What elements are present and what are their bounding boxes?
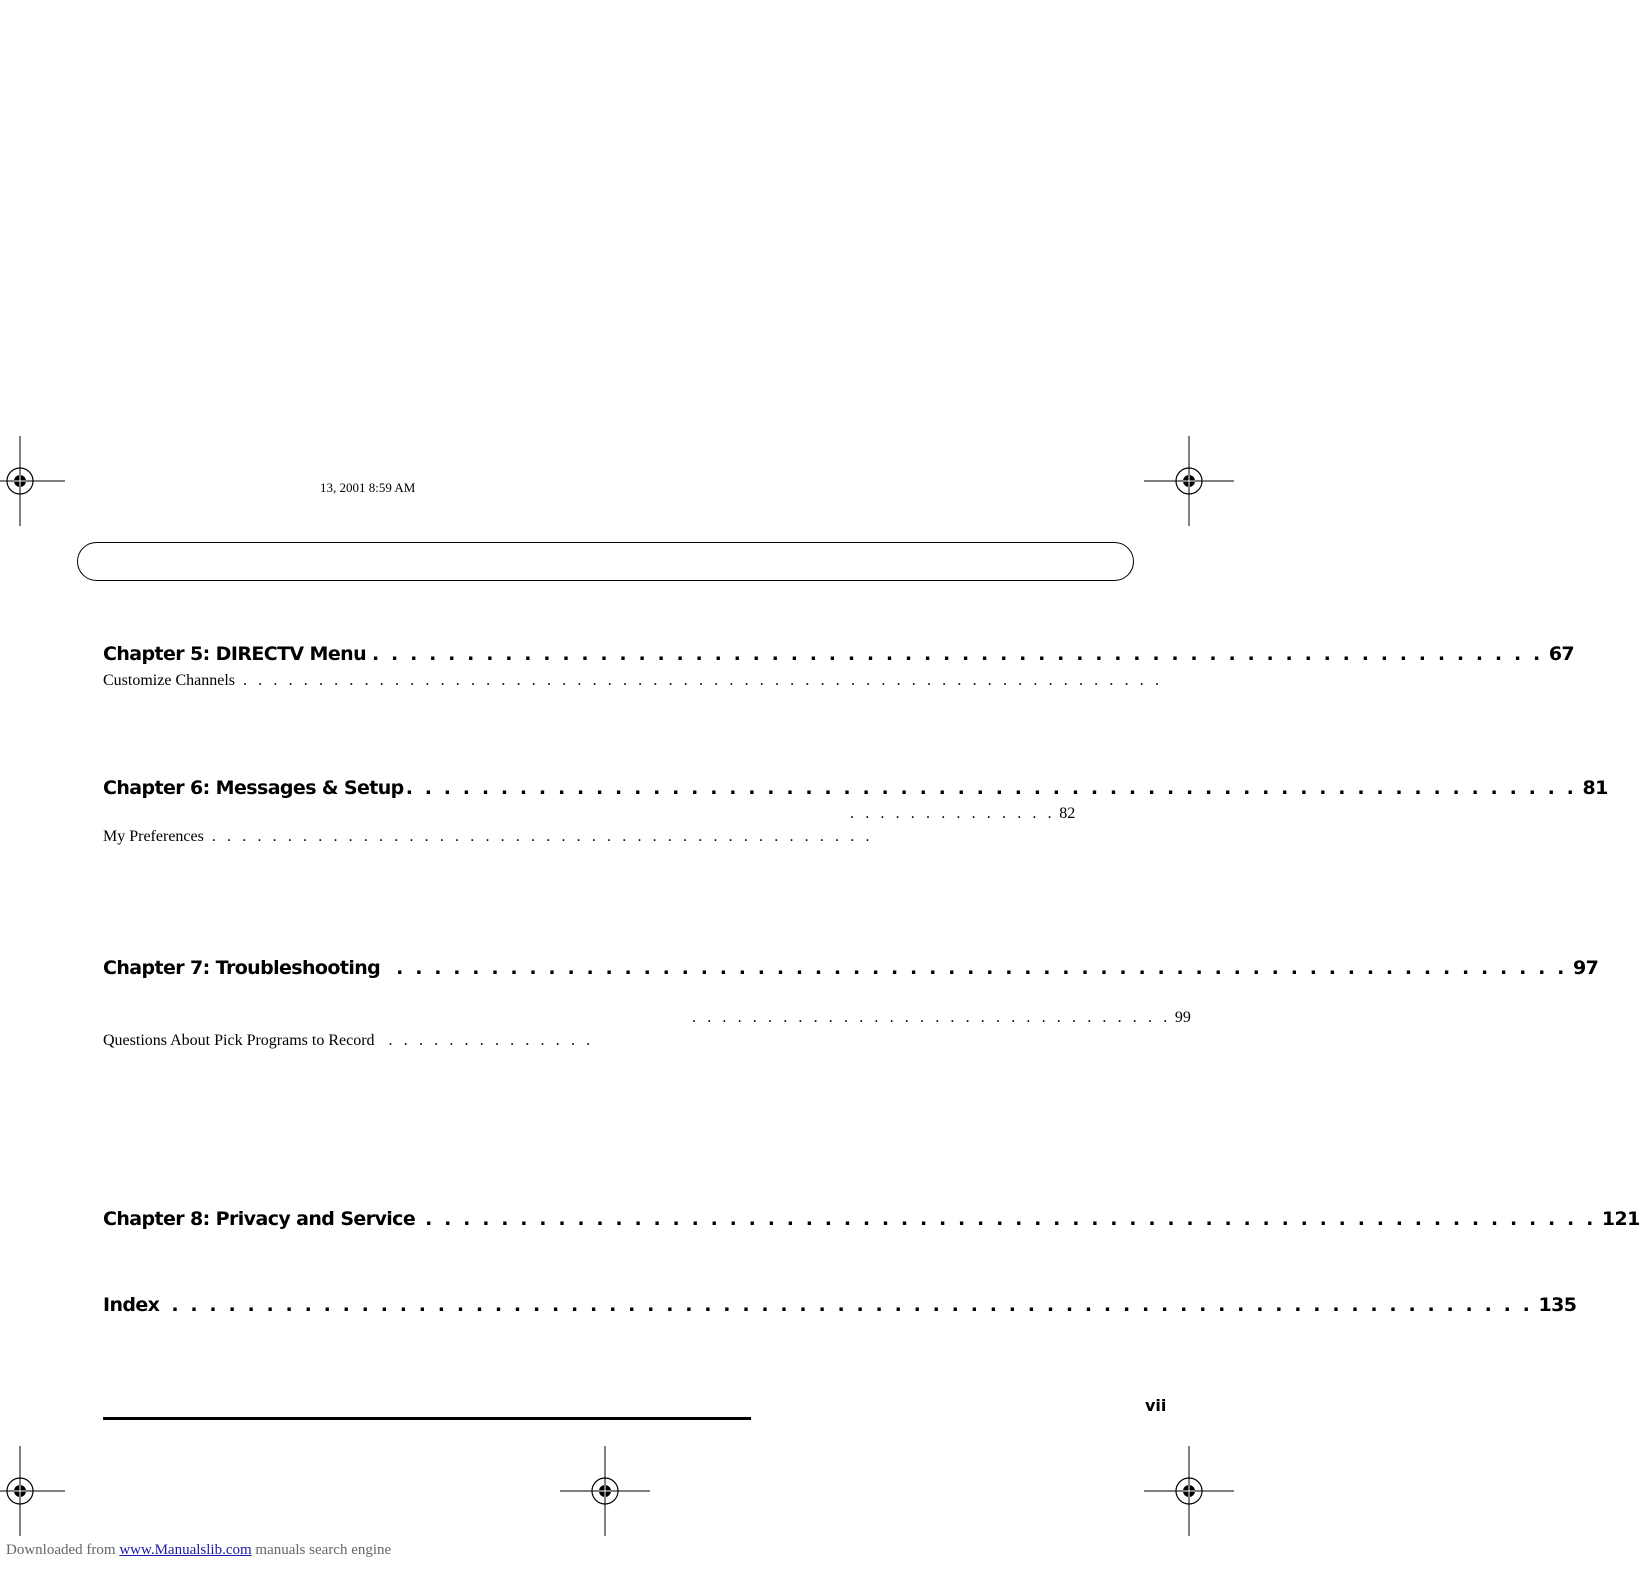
footer-rule bbox=[103, 1417, 751, 1420]
toc-entry-title: My Preferences bbox=[103, 828, 204, 845]
dot-leader: . . . . . . . . . . . . . . . . . . . . . . . . . . . . . . . . . . . . . . . . . . . . . . . . . . . . . . . . . . . . . bbox=[242, 672, 1163, 689]
toc-entry-title: Customize Channels bbox=[103, 672, 235, 689]
toc-chapter-5[interactable] bbox=[103, 643, 1575, 665]
dot-leader: . . . . . . . . . . . . . . . . . . . . . . . . . . . . . . . . . . . . . . . . . . . . . . . . . . . . . . . . . . . . . . bbox=[425, 1208, 1596, 1230]
toc-entry-title: Questions About Pick Programs to Record bbox=[103, 1032, 375, 1049]
toc-page-number: 82 bbox=[1059, 805, 1076, 822]
toc-chapter-title: Chapter 8: Privacy and Service bbox=[103, 1208, 416, 1230]
toc-page-number: 99 bbox=[1174, 1009, 1191, 1026]
header-pill-frame bbox=[77, 542, 1134, 581]
toc-page-number: 121 bbox=[1601, 1208, 1640, 1230]
print-timestamp: 13, 2001 8:59 AM bbox=[320, 480, 416, 495]
dot-leader: . . . . . . . . . . . . . . . . . . . . . . . . . . . . . . . . . . . . . . . . . . . . . . . . . . . . . . . . . . . . . . . . . . . . . . . . bbox=[171, 1294, 1533, 1316]
toc-chapter-title: Index bbox=[103, 1294, 160, 1316]
toc-chapter-title: Chapter 5: DIRECTV Menu bbox=[103, 643, 366, 665]
dot-leader: . . . . . . . . . . . . . . . . . . . . . . . . . . . . . . . . . . . . . . . . . . . . . . . . . . . . . . . . . . . . . . bbox=[372, 643, 1543, 665]
toc-page-number: 67 bbox=[1548, 643, 1575, 665]
toc-page-number: 97 bbox=[1572, 957, 1599, 979]
download-prefix: Downloaded from bbox=[6, 1542, 116, 1558]
download-credit bbox=[6, 1542, 391, 1559]
toc-index[interactable] bbox=[103, 1294, 1577, 1316]
dot-leader: . . . . . . . . . . . . . . . . . . . . . . . . . . . . . . . . . . . . . . . . . . . . . . . . . . . . . . . . . . . . . . bbox=[396, 957, 1567, 979]
toc-chapter-title: Chapter 7: Troubleshooting bbox=[103, 957, 381, 979]
dot-leader: . . . . . . . . . . . . . . bbox=[850, 805, 1056, 822]
dot-leader: . . . . . . . . . . . . . . . . . . . . . . . . . . . . . . . . bbox=[692, 1009, 1171, 1026]
toc-entry-customize-channels[interactable] bbox=[103, 672, 1163, 690]
dot-leader: . . . . . . . . . . . . . . . . . . . . . . . . . . . . . . . . . . . . . . . . . . . . bbox=[211, 828, 874, 845]
toc-page-number: 135 bbox=[1538, 1294, 1577, 1316]
dot-leader: . . . . . . . . . . . . . . bbox=[388, 1032, 594, 1049]
toc-chapter-8[interactable] bbox=[103, 1208, 1640, 1230]
toc-orphan-entry-99[interactable] bbox=[692, 1009, 1191, 1027]
toc-page-number: 81 bbox=[1582, 777, 1608, 799]
toc-chapter-title: Chapter 6: Messages & Setup bbox=[103, 777, 404, 799]
download-suffix: manuals search engine bbox=[255, 1542, 392, 1558]
toc-entry-my-preferences[interactable] bbox=[103, 828, 873, 846]
toc-chapter-7[interactable] bbox=[103, 957, 1599, 979]
page-folio: vii bbox=[1145, 1396, 1167, 1415]
manualslib-link[interactable]: www.Manualslib.com bbox=[119, 1542, 252, 1558]
toc-chapter-6[interactable] bbox=[103, 777, 1608, 799]
toc-entry-questions-pick-programs[interactable] bbox=[103, 1032, 594, 1050]
dot-leader: . . . . . . . . . . . . . . . . . . . . . . . . . . . . . . . . . . . . . . . . . . . . . . . . . . . . . . . . . . . . . . bbox=[405, 777, 1577, 799]
toc-orphan-entry-82[interactable] bbox=[850, 805, 1075, 823]
